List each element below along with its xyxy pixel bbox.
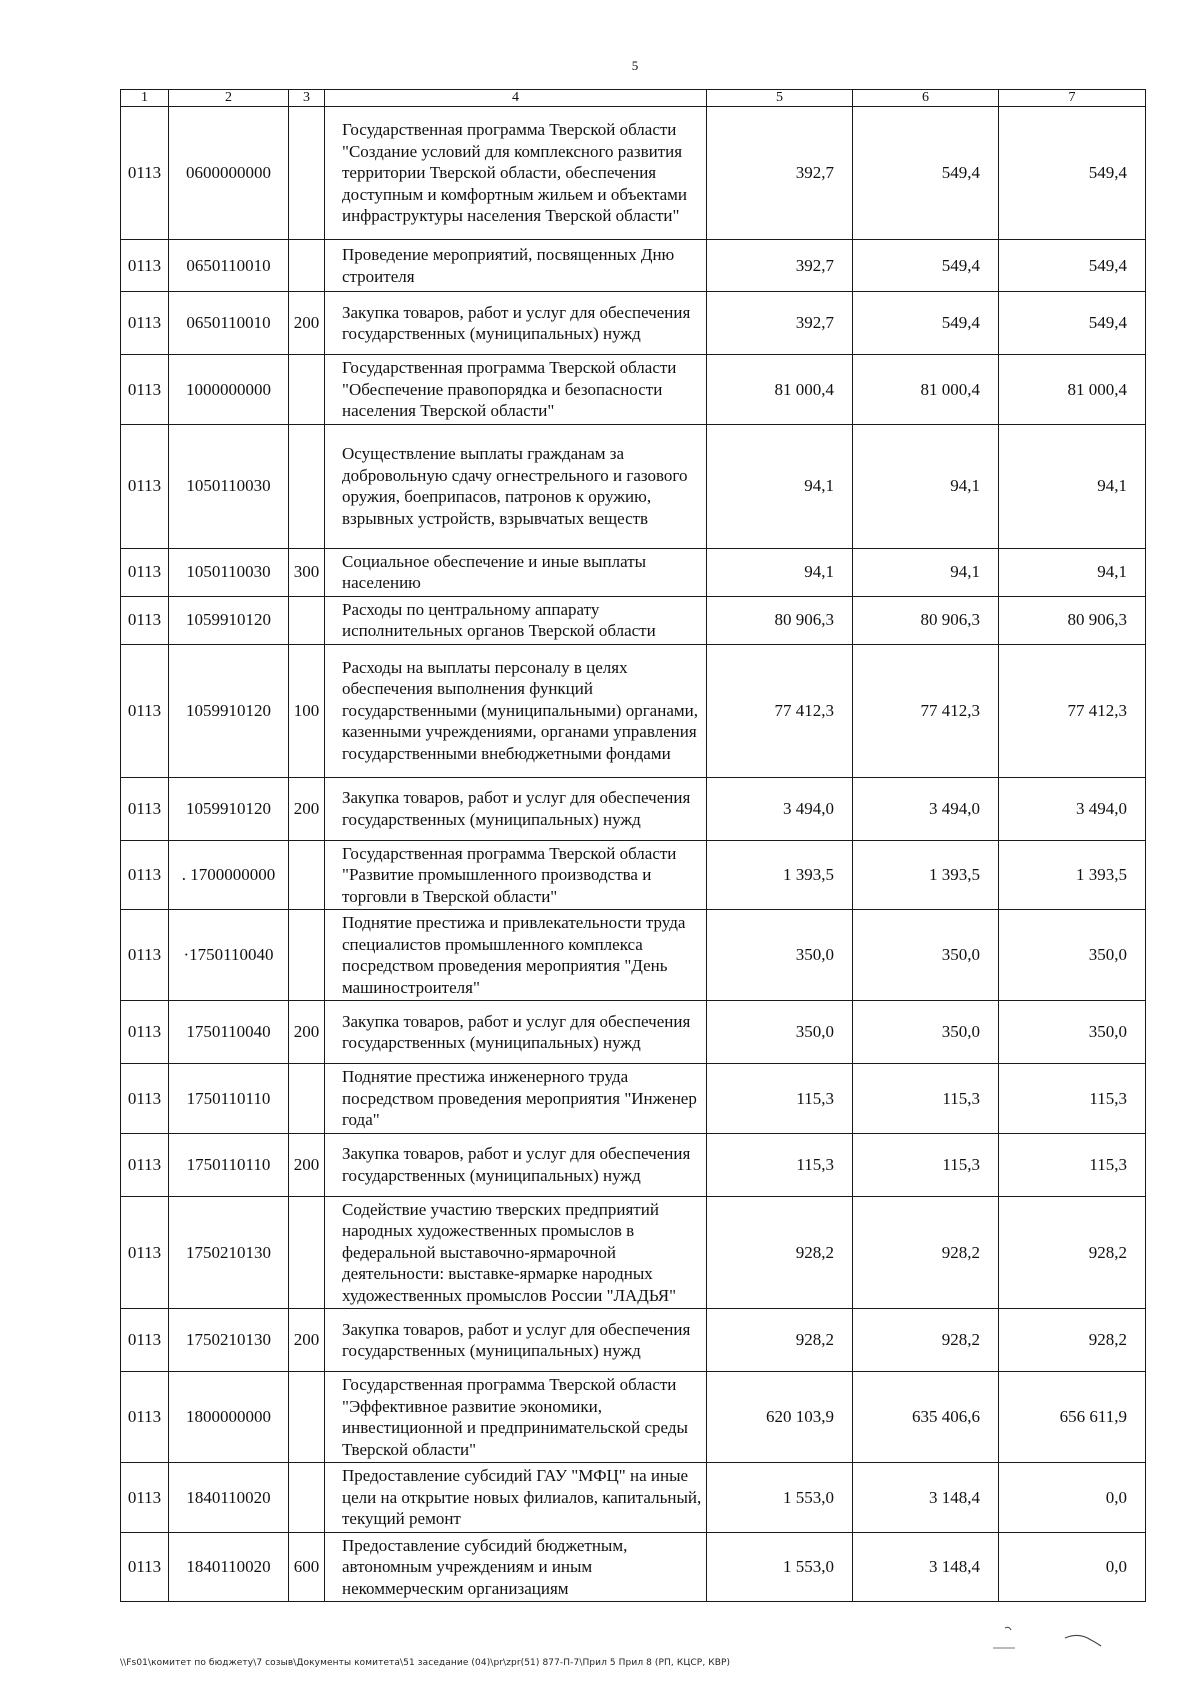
column-header: 7	[999, 90, 1146, 107]
expense-type-cell	[289, 596, 325, 644]
amount-col6-cell: 3 494,0	[853, 777, 999, 840]
amount-col7-cell: 549,4	[999, 292, 1146, 355]
amount-col7-cell: 549,4	[999, 240, 1146, 292]
item-name-cell: Предоставление субсидий ГАУ "МФЦ" на иные цели на открытие новых филиалов, капитальный, текущий ремонт	[325, 1463, 707, 1533]
table-row	[121, 292, 1146, 355]
amount-col5-cell: 1 553,0	[707, 1463, 853, 1533]
target-code-cell: 1750110110	[169, 1064, 289, 1134]
expense-type-cell: 200	[289, 1133, 325, 1196]
amount-col5-cell: 94,1	[707, 548, 853, 596]
amount-col5-cell: 77 412,3	[707, 644, 853, 777]
target-code-cell: 0600000000	[169, 107, 289, 240]
item-name-cell: Государственная программа Тверской области "Эффективное развитие экономики, инвестиционной и предпринимательской среды Тверской области"	[325, 1372, 707, 1463]
amount-col7-cell: 94,1	[999, 548, 1146, 596]
amount-col6-cell: 549,4	[853, 240, 999, 292]
amount-col7-cell: 928,2	[999, 1309, 1146, 1372]
expense-type-cell	[289, 240, 325, 292]
amount-col5-cell: 350,0	[707, 1001, 853, 1064]
item-name-cell: Государственная программа Тверской области "Обеспечение правопорядка и безопасности населения Тверской области"	[325, 355, 707, 425]
item-name-cell: Проведение мероприятий, посвященных Дню строителя	[325, 240, 707, 292]
amount-col7-cell: 115,3	[999, 1133, 1146, 1196]
amount-col5-cell: 1 393,5	[707, 840, 853, 910]
expense-type-cell: 300	[289, 548, 325, 596]
amount-col7-cell: 0,0	[999, 1532, 1146, 1602]
table-row	[121, 840, 1146, 910]
section-cell: 0113	[121, 1001, 169, 1064]
amount-col6-cell: 3 148,4	[853, 1463, 999, 1533]
amount-col7-cell: 80 906,3	[999, 596, 1146, 644]
section-cell: 0113	[121, 107, 169, 240]
amount-col6-cell: 549,4	[853, 107, 999, 240]
amount-col5-cell: 392,7	[707, 107, 853, 240]
expense-type-cell	[289, 1372, 325, 1463]
item-name-cell: Содействие участию тверских предприятий народных художественных промыслов в федеральной выставочно-ярмарочной деятельности: выставке-ярмарке народных художественных промыслов России "ЛАДЬЯ"	[325, 1196, 707, 1309]
item-name-cell: Расходы по центральному аппарату исполнительных органов Тверской области	[325, 596, 707, 644]
expense-type-cell	[289, 1463, 325, 1533]
table-row	[121, 1532, 1146, 1602]
expense-type-cell	[289, 840, 325, 910]
amount-col6-cell: 928,2	[853, 1309, 999, 1372]
expense-type-cell: 600	[289, 1532, 325, 1602]
target-code-cell: 0650110010	[169, 240, 289, 292]
amount-col6-cell: 77 412,3	[853, 644, 999, 777]
section-cell: 0113	[121, 355, 169, 425]
section-cell: 0113	[121, 840, 169, 910]
amount-col5-cell: 1 553,0	[707, 1532, 853, 1602]
footer-file-path: \\Fs01\комитет по бюджету\7 созыв\Документы комитета\51 заседание (04)\pr\zpr(51) 877-П-7\Прил 5 Прил 8 (РП, КЦСР, КВР)	[120, 1658, 731, 1668]
item-name-cell: Расходы на выплаты персоналу в целях обеспечения выполнения функций государственными (муниципальными) органами, казенными учреждениями, органами управления государственными внебюджетными фондами	[325, 644, 707, 777]
column-header: 4	[325, 90, 707, 107]
section-cell: 0113	[121, 1064, 169, 1134]
amount-col6-cell: 928,2	[853, 1196, 999, 1309]
section-cell: 0113	[121, 1372, 169, 1463]
amount-col7-cell: 549,4	[999, 107, 1146, 240]
target-code-cell: 1000000000	[169, 355, 289, 425]
section-cell: 0113	[121, 240, 169, 292]
item-name-cell: Государственная программа Тверской области "Развитие промышленного производства и торговли в Тверской области"	[325, 840, 707, 910]
section-cell: 0113	[121, 1532, 169, 1602]
table-row	[121, 107, 1146, 240]
table-row	[121, 1372, 1146, 1463]
column-header: 3	[289, 90, 325, 107]
amount-col5-cell: 928,2	[707, 1196, 853, 1309]
amount-col7-cell: 3 494,0	[999, 777, 1146, 840]
amount-col5-cell: 392,7	[707, 240, 853, 292]
amount-col7-cell: 0,0	[999, 1463, 1146, 1533]
target-code-cell: 0650110010	[169, 292, 289, 355]
amount-col5-cell: 115,3	[707, 1064, 853, 1134]
handwritten-marks	[985, 1620, 1125, 1660]
expense-type-cell	[289, 107, 325, 240]
expense-type-cell: 200	[289, 292, 325, 355]
table-row	[121, 1463, 1146, 1533]
target-code-cell: 1059910120	[169, 596, 289, 644]
target-code-cell: ·1750110040	[169, 910, 289, 1001]
section-cell: 0113	[121, 777, 169, 840]
section-cell: 0113	[121, 1463, 169, 1533]
amount-col6-cell: 115,3	[853, 1064, 999, 1134]
amount-col5-cell: 620 103,9	[707, 1372, 853, 1463]
table-body	[121, 107, 1146, 1602]
amount-col7-cell: 77 412,3	[999, 644, 1146, 777]
amount-col7-cell: 1 393,5	[999, 840, 1146, 910]
expense-type-cell: 200	[289, 777, 325, 840]
section-cell: 0113	[121, 644, 169, 777]
item-name-cell: Государственная программа Тверской области "Создание условий для комплексного развития территории Тверской области, обеспечения доступным и комфортным жильем и объектами инфраструктуры населения Тверской области"	[325, 107, 707, 240]
section-cell: 0113	[121, 1196, 169, 1309]
amount-col5-cell: 350,0	[707, 910, 853, 1001]
table-row	[121, 1064, 1146, 1134]
item-name-cell: Поднятие престижа и привлекательности труда специалистов промышленного комплекса посредством проведения мероприятия "День машиностроителя"	[325, 910, 707, 1001]
amount-col5-cell: 392,7	[707, 292, 853, 355]
amount-col5-cell: 80 906,3	[707, 596, 853, 644]
amount-col7-cell: 115,3	[999, 1064, 1146, 1134]
amount-col6-cell: 350,0	[853, 910, 999, 1001]
expense-type-cell: 100	[289, 644, 325, 777]
table-row	[121, 548, 1146, 596]
table-row	[121, 355, 1146, 425]
item-name-cell: Закупка товаров, работ и услуг для обеспечения государственных (муниципальных) нужд	[325, 1001, 707, 1064]
table-row	[121, 1196, 1146, 1309]
target-code-cell: 1750110110	[169, 1133, 289, 1196]
amount-col5-cell: 928,2	[707, 1309, 853, 1372]
column-number-row	[121, 90, 1146, 107]
column-header: 6	[853, 90, 999, 107]
target-code-cell: 1750210130	[169, 1196, 289, 1309]
amount-col6-cell: 3 148,4	[853, 1532, 999, 1602]
item-name-cell: Закупка товаров, работ и услуг для обеспечения государственных (муниципальных) нужд	[325, 1133, 707, 1196]
amount-col7-cell: 928,2	[999, 1196, 1146, 1309]
amount-col7-cell: 94,1	[999, 424, 1146, 548]
section-cell: 0113	[121, 424, 169, 548]
target-code-cell: 1840110020	[169, 1532, 289, 1602]
target-code-cell: . 1700000000	[169, 840, 289, 910]
target-code-cell: 1059910120	[169, 777, 289, 840]
target-code-cell: 1840110020	[169, 1463, 289, 1533]
section-cell: 0113	[121, 292, 169, 355]
expense-type-cell	[289, 355, 325, 425]
amount-col5-cell: 115,3	[707, 1133, 853, 1196]
amount-col5-cell: 94,1	[707, 424, 853, 548]
amount-col7-cell: 81 000,4	[999, 355, 1146, 425]
table-row	[121, 596, 1146, 644]
expense-type-cell	[289, 910, 325, 1001]
amount-col7-cell: 656 611,9	[999, 1372, 1146, 1463]
amount-col6-cell: 549,4	[853, 292, 999, 355]
table-row	[121, 1001, 1146, 1064]
amount-col6-cell: 94,1	[853, 424, 999, 548]
target-code-cell: 1050110030	[169, 548, 289, 596]
table-row	[121, 777, 1146, 840]
table-row	[121, 910, 1146, 1001]
section-cell: 0113	[121, 910, 169, 1001]
target-code-cell: 1750210130	[169, 1309, 289, 1372]
amount-col6-cell: 81 000,4	[853, 355, 999, 425]
page-number: 5	[631, 58, 639, 73]
expense-type-cell	[289, 1064, 325, 1134]
budget-table	[120, 89, 1146, 1602]
amount-col6-cell: 1 393,5	[853, 840, 999, 910]
amount-col5-cell: 3 494,0	[707, 777, 853, 840]
column-header: 1	[121, 90, 169, 107]
table-row	[121, 1309, 1146, 1372]
expense-type-cell: 200	[289, 1001, 325, 1064]
target-code-cell: 1800000000	[169, 1372, 289, 1463]
table-row	[121, 1133, 1146, 1196]
amount-col6-cell: 80 906,3	[853, 596, 999, 644]
amount-col7-cell: 350,0	[999, 1001, 1146, 1064]
item-name-cell: Предоставление субсидий бюджетным, автономным учреждениям и иным некоммерческим организациям	[325, 1532, 707, 1602]
item-name-cell: Осуществление выплаты гражданам за добровольную сдачу огнестрельного и газового оружия, боеприпасов, патронов к оружию, взрывных устройств, взрывчатых веществ	[325, 424, 707, 548]
table-row	[121, 240, 1146, 292]
expense-type-cell	[289, 424, 325, 548]
section-cell: 0113	[121, 548, 169, 596]
item-name-cell: Социальное обеспечение и иные выплаты населению	[325, 548, 707, 596]
target-code-cell: 1050110030	[169, 424, 289, 548]
section-cell: 0113	[121, 1133, 169, 1196]
table-row	[121, 424, 1146, 548]
expense-type-cell	[289, 1196, 325, 1309]
item-name-cell: Закупка товаров, работ и услуг для обеспечения государственных (муниципальных) нужд	[325, 777, 707, 840]
amount-col6-cell: 350,0	[853, 1001, 999, 1064]
expense-type-cell: 200	[289, 1309, 325, 1372]
item-name-cell: Закупка товаров, работ и услуг для обеспечения государственных (муниципальных) нужд	[325, 292, 707, 355]
target-code-cell: 1750110040	[169, 1001, 289, 1064]
amount-col6-cell: 115,3	[853, 1133, 999, 1196]
section-cell: 0113	[121, 1309, 169, 1372]
amount-col6-cell: 94,1	[853, 548, 999, 596]
amount-col7-cell: 350,0	[999, 910, 1146, 1001]
column-header: 5	[707, 90, 853, 107]
table-row	[121, 644, 1146, 777]
amount-col5-cell: 81 000,4	[707, 355, 853, 425]
item-name-cell: Поднятие престижа инженерного труда посредством проведения мероприятия "Инженер года"	[325, 1064, 707, 1134]
target-code-cell: 1059910120	[169, 644, 289, 777]
column-header: 2	[169, 90, 289, 107]
amount-col6-cell: 635 406,6	[853, 1372, 999, 1463]
section-cell: 0113	[121, 596, 169, 644]
item-name-cell: Закупка товаров, работ и услуг для обеспечения государственных (муниципальных) нужд	[325, 1309, 707, 1372]
